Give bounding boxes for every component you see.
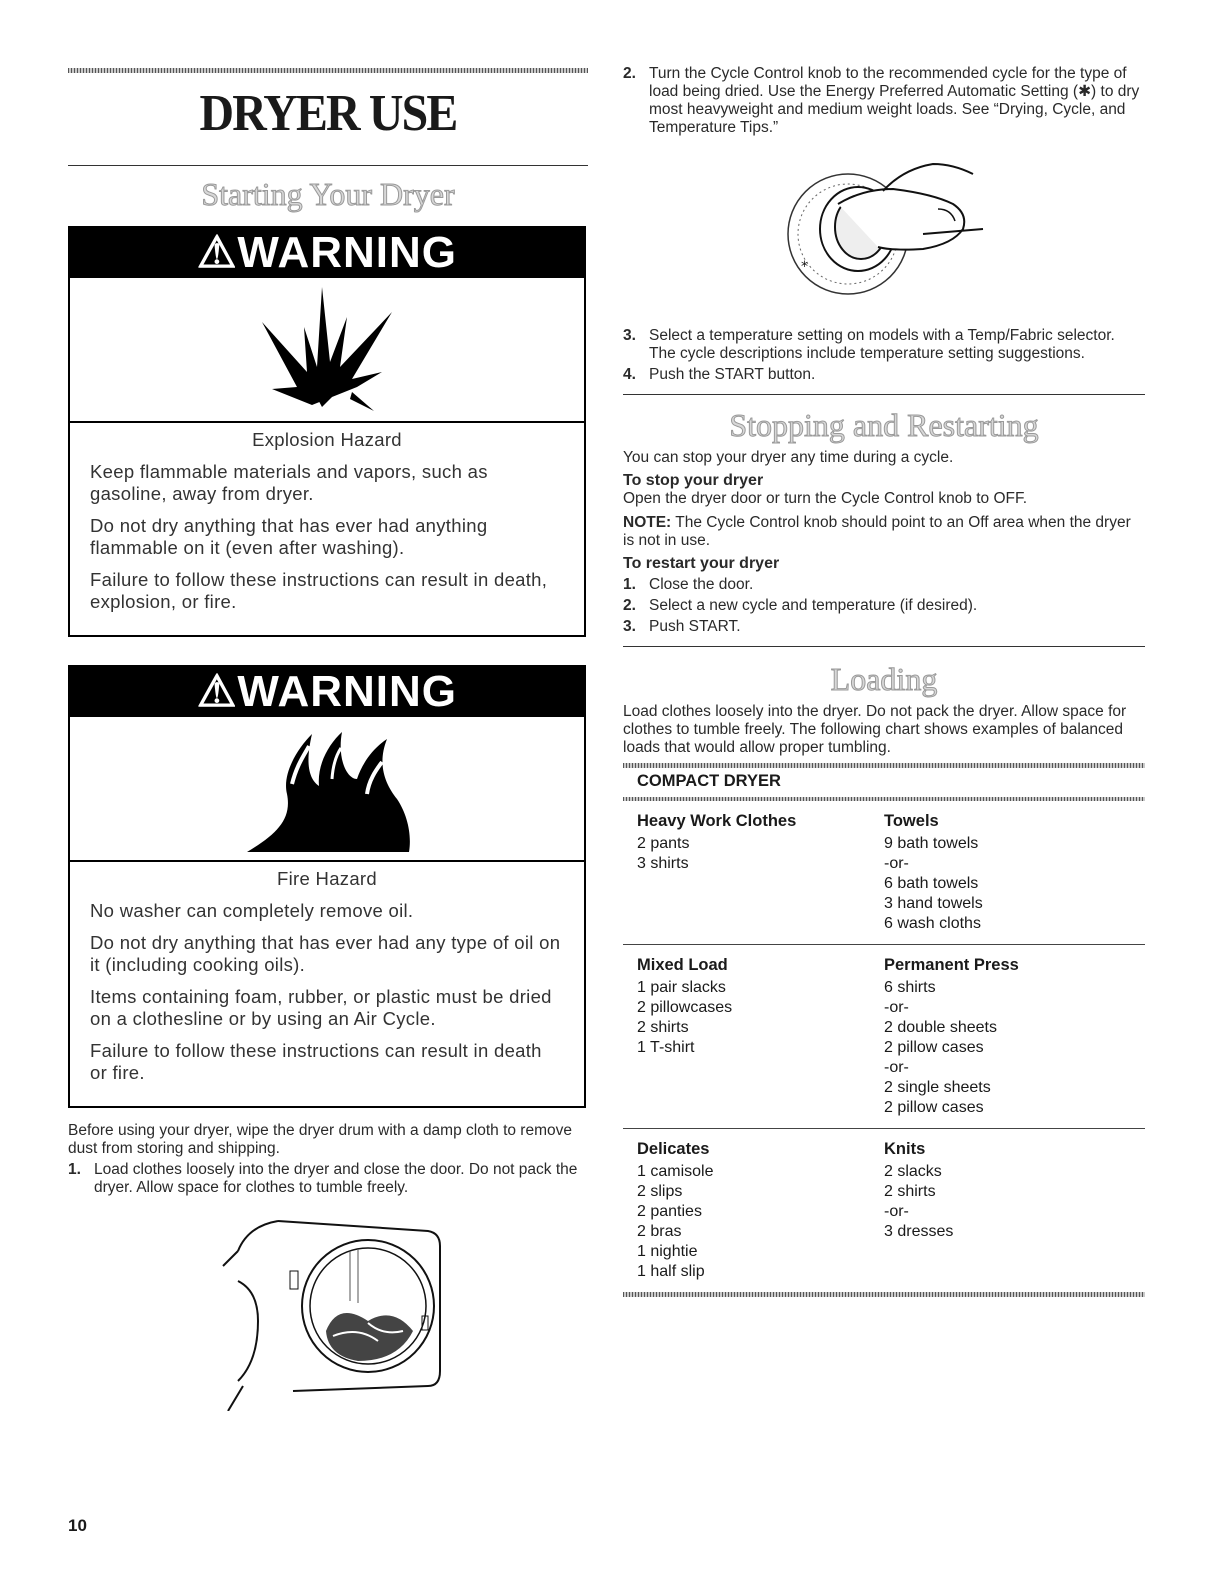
load-item: 2 shirts: [884, 1183, 936, 1200]
load-item: 3 hand towels: [884, 895, 983, 912]
step-text: Select a temperature setting on models with a Temp/Fabric selector. The cycle descriptions include temperature setting suggestions.: [649, 327, 1115, 362]
chart-row: [623, 944, 1145, 1128]
page-number: 10: [68, 1516, 87, 1535]
load-item: 2 double sheets: [884, 1019, 997, 1036]
chart-title: COMPACT DRYER: [637, 772, 781, 790]
load-item: 6 bath towels: [884, 875, 979, 892]
stop-heading: To stop your dryer: [623, 472, 764, 489]
warning-line: Items containing foam, rubber, or plastic must be dried on a clothesline or by using an Air Cycle.: [90, 986, 552, 1029]
step-item: [623, 366, 1145, 384]
chart-bottom-hatch: [623, 1292, 1145, 1297]
stop-text: Open the dryer door or turn the Cycle Control knob to OFF.: [623, 490, 1028, 507]
steps-continued: [623, 65, 1145, 137]
chart-cell: [637, 1139, 884, 1282]
restart-heading: To restart your dryer: [623, 555, 780, 572]
steps-3-4: [623, 327, 1145, 384]
load-item: -or-: [884, 855, 909, 872]
load-chart: [623, 763, 1145, 1297]
title-rule: [68, 165, 588, 166]
load-item: 1 T-shirt: [637, 1039, 695, 1056]
restart-step: [623, 597, 1145, 615]
load-item: -or-: [884, 1059, 909, 1076]
load-item: 2 pillowcases: [637, 999, 733, 1016]
load-item: -or-: [884, 999, 909, 1016]
step-item: [68, 1161, 588, 1197]
step-number: 1.: [68, 1161, 81, 1178]
step-number: 2.: [623, 597, 636, 614]
hazard-title: Fire Hazard: [277, 868, 377, 889]
step-number: 3.: [623, 327, 636, 344]
chart-row: [623, 801, 1145, 944]
warning-box-fire: [68, 665, 586, 1108]
note: [623, 514, 1145, 550]
load-item: 1 camisole: [637, 1163, 714, 1180]
load-item: 2 pants: [637, 835, 690, 852]
svg-text:*: *: [801, 259, 808, 275]
step-number: 4.: [623, 366, 636, 383]
section-rule: [623, 394, 1145, 395]
chart-row: [623, 1128, 1145, 1292]
load-item: 2 slips: [637, 1183, 683, 1200]
restart-step: [623, 618, 1145, 636]
note-text: The Cycle Control knob should point to an Off area when the dryer is not in use.: [623, 514, 1131, 549]
load-item: 1 half slip: [637, 1263, 705, 1280]
warning-line: Failure to follow these instructions can result in death or fire.: [90, 1040, 542, 1083]
fire-icon: [70, 717, 584, 862]
warning-line: Failure to follow these instructions can result in death, explosion, or fire.: [90, 569, 548, 612]
warning-header: ⚠WARNING: [70, 667, 584, 717]
section-heading-starting: Starting Your Dryer: [201, 176, 455, 212]
top-hatch-rule: [68, 68, 588, 73]
restart-step: [623, 576, 1145, 594]
page-title: DRYER USE: [199, 85, 457, 142]
step-number: 3.: [623, 618, 636, 635]
chart-cell: [884, 811, 1131, 934]
load-item: 3 shirts: [637, 855, 689, 872]
load-item: 2 panties: [637, 1203, 702, 1220]
stopping-section: [623, 449, 1145, 636]
step-number: 2.: [623, 65, 636, 82]
load-item: 3 dresses: [884, 1223, 954, 1240]
step-number: 1.: [623, 576, 636, 593]
warning-box-explosion: [68, 226, 586, 637]
intro-text: Before using your dryer, wipe the dryer drum with a damp cloth to remove dust from storing and shipping.: [68, 1122, 572, 1157]
load-item: 6 wash cloths: [884, 915, 981, 932]
section-heading-stopping: Stopping and Restarting: [729, 407, 1039, 443]
chart-cell: [637, 955, 884, 1118]
load-type-heading: Delicates: [637, 1140, 710, 1158]
load-item: 2 single sheets: [884, 1079, 991, 1096]
load-item: 2 slacks: [884, 1163, 942, 1180]
warning-line: Keep flammable materials and vapors, such as gasoline, away from dryer.: [90, 461, 488, 504]
load-item: 2 shirts: [637, 1019, 689, 1036]
stopping-intro: You can stop your dryer any time during a cycle.: [623, 449, 954, 466]
loading-intro: Load clothes loosely into the dryer. Do not pack the dryer. Allow space for clothes to tumble freely. The following chart shows examples of balanced loads that would allow proper tumbling.: [623, 703, 1127, 756]
section-rule: [623, 646, 1145, 647]
note-label: NOTE:: [623, 514, 672, 531]
load-item: 6 shirts: [884, 979, 936, 996]
load-item: 2 bras: [637, 1223, 682, 1240]
chart-cell: [884, 1139, 1131, 1282]
load-type-heading: Heavy Work Clothes: [637, 812, 797, 830]
warning-header: ⚠WARNING: [70, 228, 584, 278]
hazard-title: Explosion Hazard: [252, 429, 402, 450]
load-type-heading: Towels: [884, 812, 939, 830]
step-text: Push the START button.: [649, 366, 816, 383]
load-type-heading: Mixed Load: [637, 956, 728, 974]
explosion-icon: [70, 278, 584, 423]
step-text: Close the door.: [649, 576, 754, 593]
step-text: Turn the Cycle Control knob to the recommended cycle for the type of load being dried. Use the Energy Preferred Automatic Setting (✱) to dry most heavyweight and medium weight loads. See “Drying, Cycle, and Temperature Tips.”: [649, 65, 1140, 136]
load-item: 2 pillow cases: [884, 1099, 984, 1116]
section-heading-loading: Loading: [830, 661, 938, 697]
step-text: Load clothes loosely into the dryer and close the door. Do not pack the dryer. Allow space for clothes to tumble freely.: [94, 1161, 578, 1196]
load-item: 2 pillow cases: [884, 1039, 984, 1056]
warning-line: No washer can completely remove oil.: [90, 900, 414, 921]
load-item: 9 bath towels: [884, 835, 979, 852]
load-item: 1 nightie: [637, 1243, 698, 1260]
chart-cell: [637, 811, 884, 934]
warning-line: Do not dry anything that has ever had anything flammable on it (even after washing).: [90, 515, 488, 558]
left-column: [68, 68, 588, 1411]
starting-instructions: [68, 1122, 588, 1197]
load-item: 1 pair slacks: [637, 979, 726, 996]
warning-line: Do not dry anything that has ever had any type of oil on it (including cooking oils).: [90, 932, 561, 975]
step-text: Select a new cycle and temperature (if desired).: [649, 597, 978, 614]
cycle-knob-illustration: [783, 159, 1003, 309]
dryer-door-illustration: [218, 1211, 458, 1411]
load-item: -or-: [884, 1203, 909, 1220]
warning-text: [70, 862, 584, 1106]
chart-cell: [884, 955, 1131, 1118]
load-type-heading: Permanent Press: [884, 956, 1019, 974]
step-item: [623, 327, 1145, 363]
step-text: Push START.: [649, 618, 741, 635]
load-type-heading: Knits: [884, 1140, 926, 1158]
step-item: [623, 65, 1145, 137]
right-column: [623, 62, 1145, 1297]
warning-text: [70, 423, 584, 635]
